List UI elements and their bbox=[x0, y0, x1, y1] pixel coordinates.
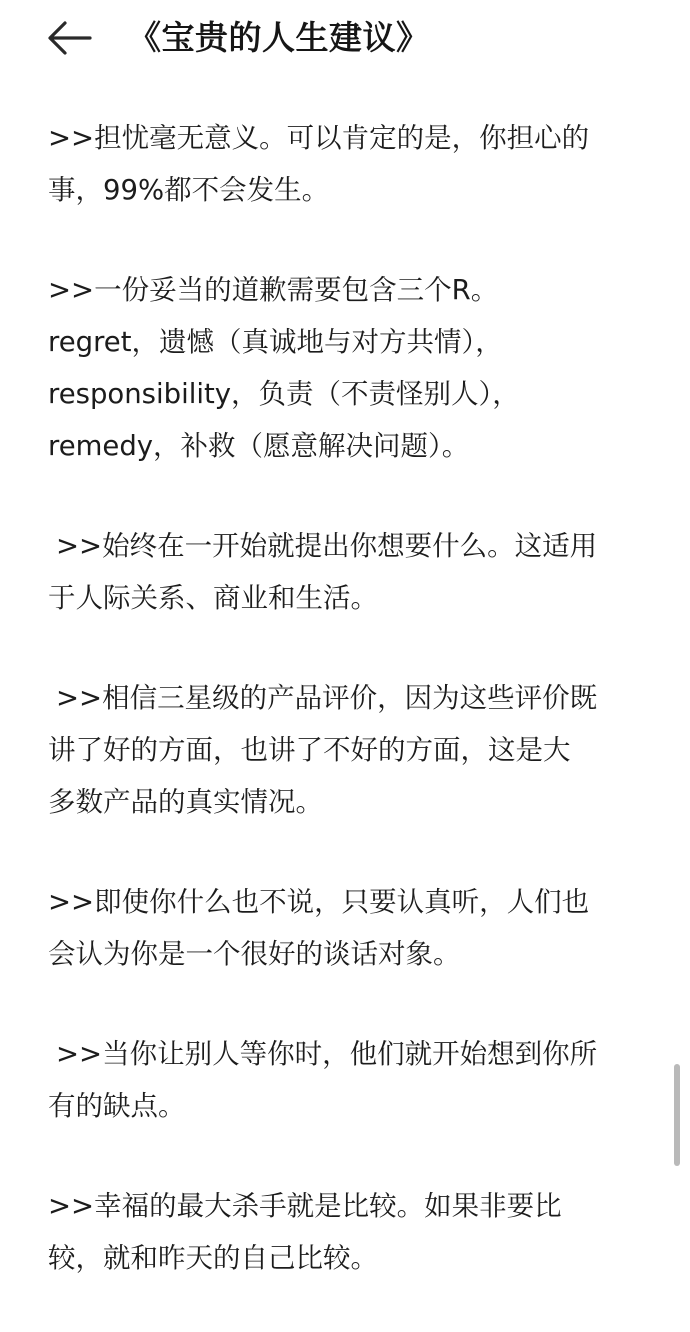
paragraph-line: 有的缺点。 bbox=[48, 1090, 186, 1122]
advice-paragraph bbox=[48, 876, 658, 980]
paragraph-line: 较，就和昨天的自己比较。 bbox=[48, 1242, 378, 1274]
arrow-left-icon bbox=[44, 16, 94, 60]
paragraph-line: >>当你让别人等你时，他们就开始想到你所 bbox=[56, 1038, 598, 1070]
advice-paragraph bbox=[48, 112, 658, 216]
paragraph-line: responsibility，负责（不责怪别人）， bbox=[48, 378, 520, 410]
paragraph-line: >>相信三星级的产品评价，因为这些评价既 bbox=[56, 682, 598, 714]
page-title: 《宝贵的人生建议》 bbox=[128, 18, 430, 57]
paragraph-line: >>担忧毫无意义。可以肯定的是，你担心的 bbox=[48, 122, 590, 154]
paragraph-line: >>幸福的最大杀手就是比较。如果非要比 bbox=[48, 1190, 562, 1222]
paragraph-line: 于人际关系、商业和生活。 bbox=[48, 582, 378, 614]
paragraph-line: 会认为你是一个很好的谈话对象。 bbox=[48, 938, 461, 970]
paragraph-line: >>一份妥当的道歉需要包含三个R。 bbox=[48, 274, 499, 306]
paragraph-line: >>始终在一开始就提出你想要什么。这适用 bbox=[56, 530, 598, 562]
advice-paragraph bbox=[48, 1028, 658, 1132]
paragraph-line: regret，遗憾（真诚地与对方共情）， bbox=[48, 326, 503, 358]
paragraph-line: remedy，补救（愿意解决问题）。 bbox=[48, 430, 470, 462]
paragraph-line: 事，99%都不会发生。 bbox=[48, 174, 330, 206]
advice-paragraph bbox=[48, 520, 658, 624]
back-button[interactable] bbox=[44, 16, 94, 60]
top-bar bbox=[0, 0, 690, 84]
advice-paragraph bbox=[48, 264, 658, 472]
paragraph-line: >>即使你什么也不说，只要认真听，人们也 bbox=[48, 886, 590, 918]
advice-paragraph bbox=[48, 672, 658, 828]
advice-paragraph bbox=[48, 1180, 658, 1284]
paragraph-line: 讲了好的方面，也讲了不好的方面，这是大 bbox=[48, 734, 571, 766]
vertical-scrollbar[interactable] bbox=[674, 1064, 680, 1166]
paragraph-line: 多数产品的真实情况。 bbox=[48, 786, 323, 818]
article-body bbox=[48, 112, 658, 1332]
